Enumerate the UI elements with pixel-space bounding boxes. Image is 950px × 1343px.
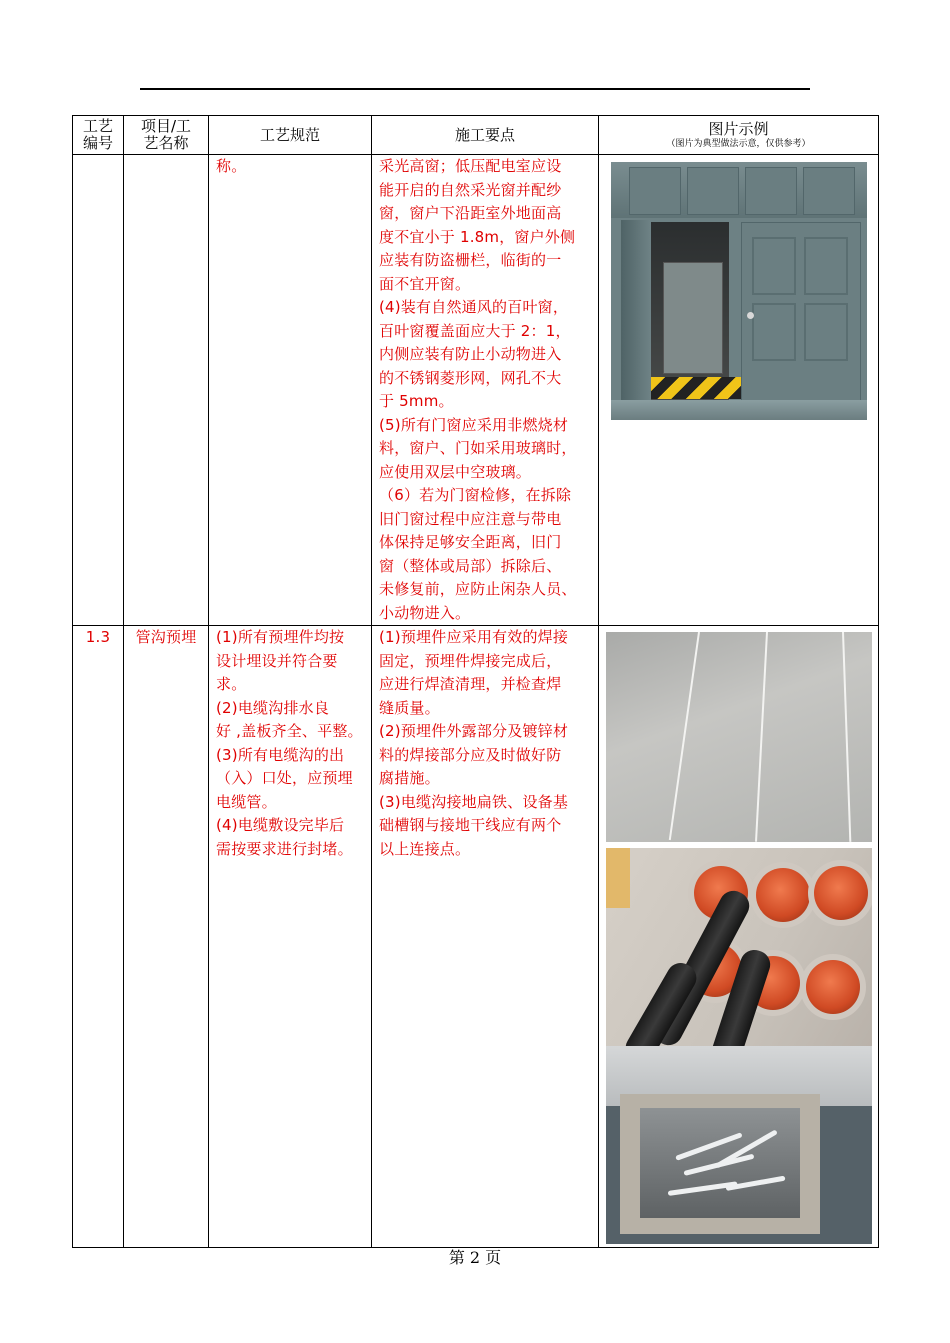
distribution-room-door-photo bbox=[611, 162, 867, 420]
row1-spec-text: 称。 bbox=[216, 157, 247, 175]
header-points: 施工要点 bbox=[372, 116, 599, 155]
row1-example bbox=[599, 155, 879, 626]
header-name: 项目/工 艺名称 bbox=[124, 116, 209, 155]
row2-points bbox=[372, 626, 599, 1248]
row2-spec bbox=[209, 626, 372, 1248]
header-example-note: （图片为典型做法示意，仅供参考） bbox=[666, 138, 811, 149]
header-rule bbox=[140, 88, 810, 90]
cable-trench-opening-photo bbox=[606, 1046, 872, 1244]
header-code: 工艺 编号 bbox=[73, 116, 124, 155]
row2-spec-text: (1)所有预埋件均按 设计埋设并符合要 求。 (2)电缆沟排水良 好 ,盖板齐全、平整。 (3)所有电缆沟的出 （入）口处，应预埋 电缆管。 (4)电缆敷设完毕后 需按要求进行封堵。 bbox=[216, 628, 363, 858]
row2-code: 1.3 bbox=[73, 626, 124, 1248]
header-example: 图片示例 （图片为典型做法示意，仅供参考） bbox=[599, 116, 879, 155]
table-row bbox=[73, 626, 879, 1248]
row1-code bbox=[73, 155, 124, 626]
row1-name bbox=[124, 155, 209, 626]
process-spec-table bbox=[72, 115, 879, 1248]
header-spec: 工艺规范 bbox=[209, 116, 372, 155]
row2-points-text: (1)预埋件应采用有效的焊接 固定，预埋件焊接完成后， 应进行焊渣清理，并检查焊 缝质量。 (2)预埋件外露部分及镀锌材 料的焊接部分应及时做好防 腐措施。 (3)电缆沟接地扁铁、设备基 础槽钢与接地干线应有两个 以上连接点。 bbox=[379, 628, 569, 858]
embedded-conduit-photo bbox=[606, 848, 872, 1046]
row1-points-text: 采光高窗；低压配电室应设 能开启的自然采光窗并配纱 窗，窗户下沿距室外地面高 度不宜小于 1.8m，窗户外侧 应装有防盗栅栏，临街的一 面不宜开窗。 (4)装有自然通风的百叶窗， 百叶窗覆盖面应大于 2：1， 内侧应装有防止小动物进入 的不锈钢菱形网，网孔不大 于 5mm。 (5)所有门窗应采用非燃烧材 料，窗户、门如采用玻璃时， 应使用双层中空玻璃。 （6）若为门窗检修，在拆除 旧门窗过程中应注意与带电 体保持足够安全距离，旧门 窗（整体或局部）拆除后、 未修复前，应防止闲杂人员、 小动物进入。 bbox=[379, 157, 577, 622]
cable-trench-cover-photo bbox=[606, 632, 872, 842]
page-number: 第 2 页 bbox=[448, 1248, 502, 1267]
row2-name: 管沟预埋 bbox=[124, 626, 209, 1248]
row1-spec bbox=[209, 155, 372, 626]
table-row bbox=[73, 155, 879, 626]
row2-example bbox=[599, 626, 879, 1248]
row1-points bbox=[372, 155, 599, 626]
table-header-row bbox=[73, 116, 879, 155]
